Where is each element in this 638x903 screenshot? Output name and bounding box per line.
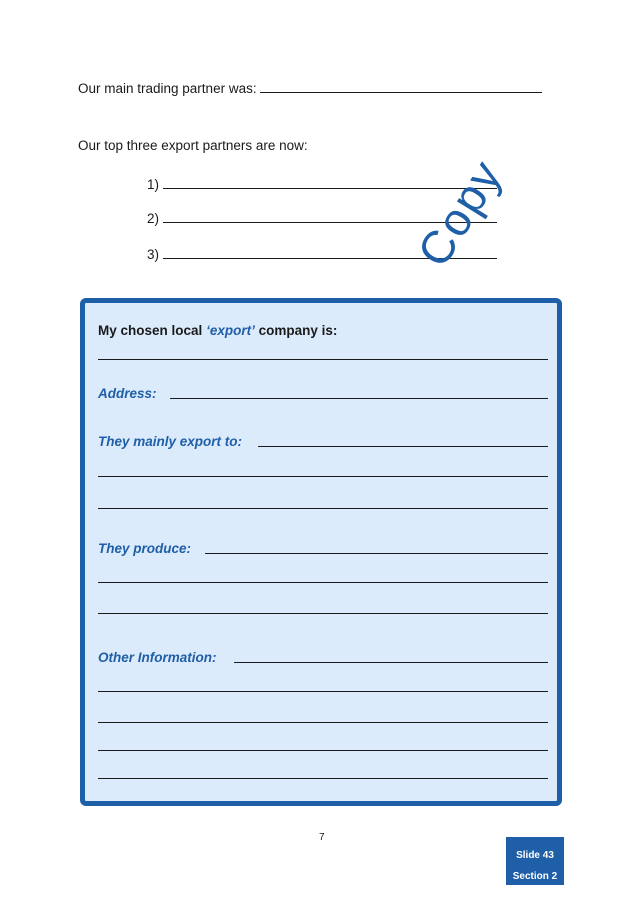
company-blank[interactable] [98, 359, 548, 360]
other-info-label: Other Information: [98, 650, 217, 665]
other-info-blank-5[interactable] [98, 778, 548, 779]
main-partner-question [78, 80, 542, 96]
other-info-blank-2[interactable] [98, 691, 548, 692]
company-label-start: My chosen local [98, 323, 203, 338]
top-three-heading: Our top three export partners are now: [78, 138, 308, 153]
produce-blank-1[interactable] [205, 553, 548, 554]
address-blank[interactable] [170, 398, 548, 399]
item-number: 1) [147, 177, 160, 192]
other-info-blank-4[interactable] [98, 750, 548, 751]
copy-watermark: Copy [407, 150, 513, 276]
company-label-end: company is: [258, 323, 338, 338]
company-label [98, 323, 337, 338]
export-to-row [98, 434, 242, 449]
other-info-blank-1[interactable] [234, 662, 548, 663]
export-to-blank-1[interactable] [258, 446, 548, 447]
address-label: Address: [98, 386, 157, 401]
main-partner-blank[interactable] [260, 80, 542, 93]
produce-row [98, 541, 191, 556]
item-number: 2) [147, 211, 160, 226]
section-label: Section 2 [512, 871, 558, 882]
address-row [98, 386, 157, 401]
main-partner-label: Our main trading partner was: [78, 81, 257, 96]
export-to-blank-3[interactable] [98, 508, 548, 509]
export-to-label: They mainly export to: [98, 434, 243, 449]
item-number: 3) [147, 247, 160, 262]
produce-label: They produce: [98, 541, 192, 556]
other-info-blank-3[interactable] [98, 722, 548, 723]
slide-section-badge [506, 837, 564, 885]
produce-blank-3[interactable] [98, 613, 548, 614]
export-to-blank-2[interactable] [98, 476, 548, 477]
other-info-row [98, 650, 217, 665]
page-number: 7 [319, 832, 325, 843]
produce-blank-2[interactable] [98, 582, 548, 583]
company-label-italic: ‘export’ [206, 323, 255, 338]
slide-label: Slide 43 [516, 850, 554, 861]
